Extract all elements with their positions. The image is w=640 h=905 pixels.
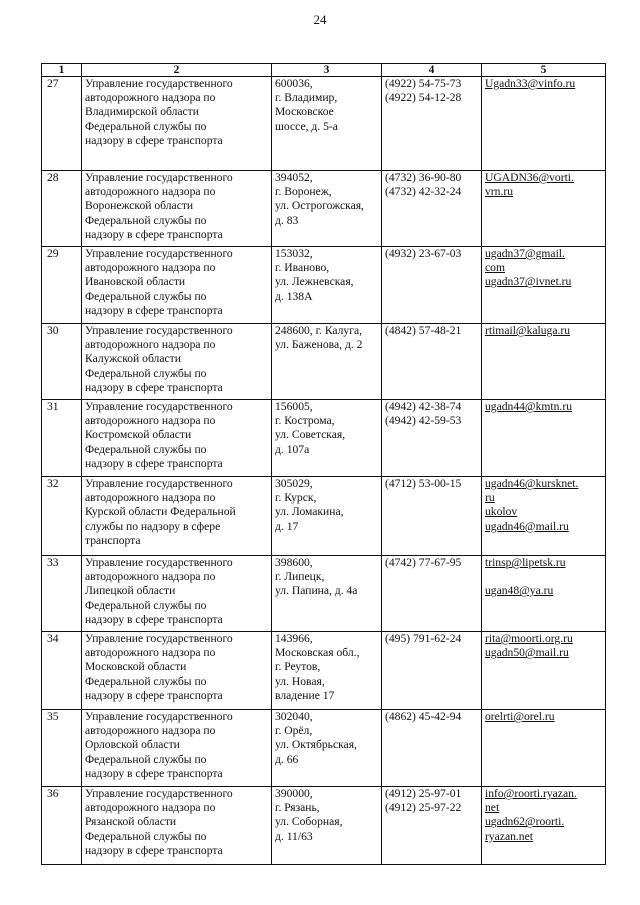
table-row — [42, 787, 606, 865]
column-header-3: 3 — [272, 64, 382, 77]
agency-name: Управление государственного автодорожного надзора по Рязанской области Федеральной службы по надзору в сфере транспорта — [82, 787, 272, 865]
table-row — [42, 324, 606, 400]
address: 248600, г. Калуга, ул. Баженова, д. 2 — [272, 324, 382, 400]
email-link[interactable]: ugadn37@gmail. com ugadn37@ivnet.ru — [482, 247, 606, 324]
address: 394052, г. Воронеж, ул. Острогожская, д. 83 — [272, 171, 382, 247]
row-number: 33 — [42, 556, 82, 632]
row-number: 30 — [42, 324, 82, 400]
row-number: 36 — [42, 787, 82, 865]
email-link[interactable]: ugadn46@kursknet. ru ukolov ugadn46@mail.ru — [482, 477, 606, 556]
agency-name: Управление государственного автодорожного надзора по Калужской области Федеральной службы по надзору в сфере транспорта — [82, 324, 272, 400]
table-row — [42, 400, 606, 477]
table-row — [42, 77, 606, 171]
email-link[interactable]: rtimail@kaluga.ru — [482, 324, 606, 400]
table-row — [42, 710, 606, 787]
email-link[interactable]: Ugadn33@vinfo.ru — [482, 77, 606, 171]
phone: (4862) 45-42-94 — [382, 710, 482, 787]
address: 390000, г. Рязань, ул. Соборная, д. 11/63 — [272, 787, 382, 865]
agency-name: Управление государственного автодорожного надзора по Орловской области Федеральной службы по надзору в сфере транспорта — [82, 710, 272, 787]
address: 398600, г. Липецк, ул. Папина, д. 4а — [272, 556, 382, 632]
agency-name: Управление государственного автодорожного надзора по Костромской области Федеральной службы по надзору в сфере транспорта — [82, 400, 272, 477]
agency-name: Управление государственного автодорожного надзора по Курской области Федеральной службы по надзору в сфере транспорта — [82, 477, 272, 556]
table-row — [42, 171, 606, 247]
phone: (4842) 57-48-21 — [382, 324, 482, 400]
row-number: 35 — [42, 710, 82, 787]
phone: (4912) 25-97-01 (4912) 25-97-22 — [382, 787, 482, 865]
agency-name: Управление государственного автодорожного надзора по Ивановской области Федеральной службы по надзору в сфере транспорта — [82, 247, 272, 324]
email-link[interactable]: UGADN36@vorti. vrn.ru — [482, 171, 606, 247]
phone: (4712) 53-00-15 — [382, 477, 482, 556]
phone: (4742) 77-67-95 — [382, 556, 482, 632]
email-link[interactable]: info@roorti.ryazan. net ugadn62@roorti. ryazan.net — [482, 787, 606, 865]
address: 305029, г. Курск, ул. Ломакина, д. 17 — [272, 477, 382, 556]
agency-name: Управление государственного автодорожного надзора по Владимирской области Федеральной службы по надзору в сфере транспорта — [82, 77, 272, 171]
phone: (4942) 42-38-74 (4942) 42-59-53 — [382, 400, 482, 477]
email-link[interactable]: orelrti@orel.ru — [482, 710, 606, 787]
row-number: 34 — [42, 632, 82, 710]
table-row — [42, 477, 606, 556]
phone: (4732) 36-90-80 (4732) 42-32-24 — [382, 171, 482, 247]
address: 143966, Московская обл., г. Реутов, ул. Новая, владение 17 — [272, 632, 382, 710]
row-number: 29 — [42, 247, 82, 324]
phone: (4922) 54-75-73 (4922) 54-12-28 — [382, 77, 482, 171]
row-number: 31 — [42, 400, 82, 477]
phone: (4932) 23-67-03 — [382, 247, 482, 324]
row-number: 28 — [42, 171, 82, 247]
email-link[interactable]: ugadn44@kmtn.ru — [482, 400, 606, 477]
column-header-4: 4 — [382, 64, 482, 77]
address: 302040, г. Орёл, ул. Октябрьская, д. 66 — [272, 710, 382, 787]
agency-name: Управление государственного автодорожного надзора по Воронежской области Федеральной службы по надзору в сфере транспорта — [82, 171, 272, 247]
header-row — [42, 64, 606, 77]
agency-name: Управление государственного автодорожного надзора по Московской области Федеральной службы по надзору в сфере транспорта — [82, 632, 272, 710]
table-row — [42, 632, 606, 710]
address: 156005, г. Кострома, ул. Советская, д. 107а — [272, 400, 382, 477]
table-row — [42, 247, 606, 324]
column-header-2: 2 — [82, 64, 272, 77]
table-row — [42, 556, 606, 632]
page-number: 24 — [313, 12, 327, 27]
phone: (495) 791-62-24 — [382, 632, 482, 710]
email-link[interactable]: trinsp@lipetsk.ru ugan48@ya.ru — [482, 556, 606, 632]
address: 600036, г. Владимир, Московское шоссе, д. 5-а — [272, 77, 382, 171]
row-number: 32 — [42, 477, 82, 556]
agency-name: Управление государственного автодорожного надзора по Липецкой области Федеральной службы по надзору в сфере транспорта — [82, 556, 272, 632]
row-number: 27 — [42, 77, 82, 171]
registry-table — [41, 63, 606, 865]
email-link[interactable]: rita@moorti.org.ru ugadn50@mail.ru — [482, 632, 606, 710]
column-header-1: 1 — [42, 64, 82, 77]
address: 153032, г. Иваново, ул. Лежневская, д. 138А — [272, 247, 382, 324]
column-header-5: 5 — [482, 64, 606, 77]
